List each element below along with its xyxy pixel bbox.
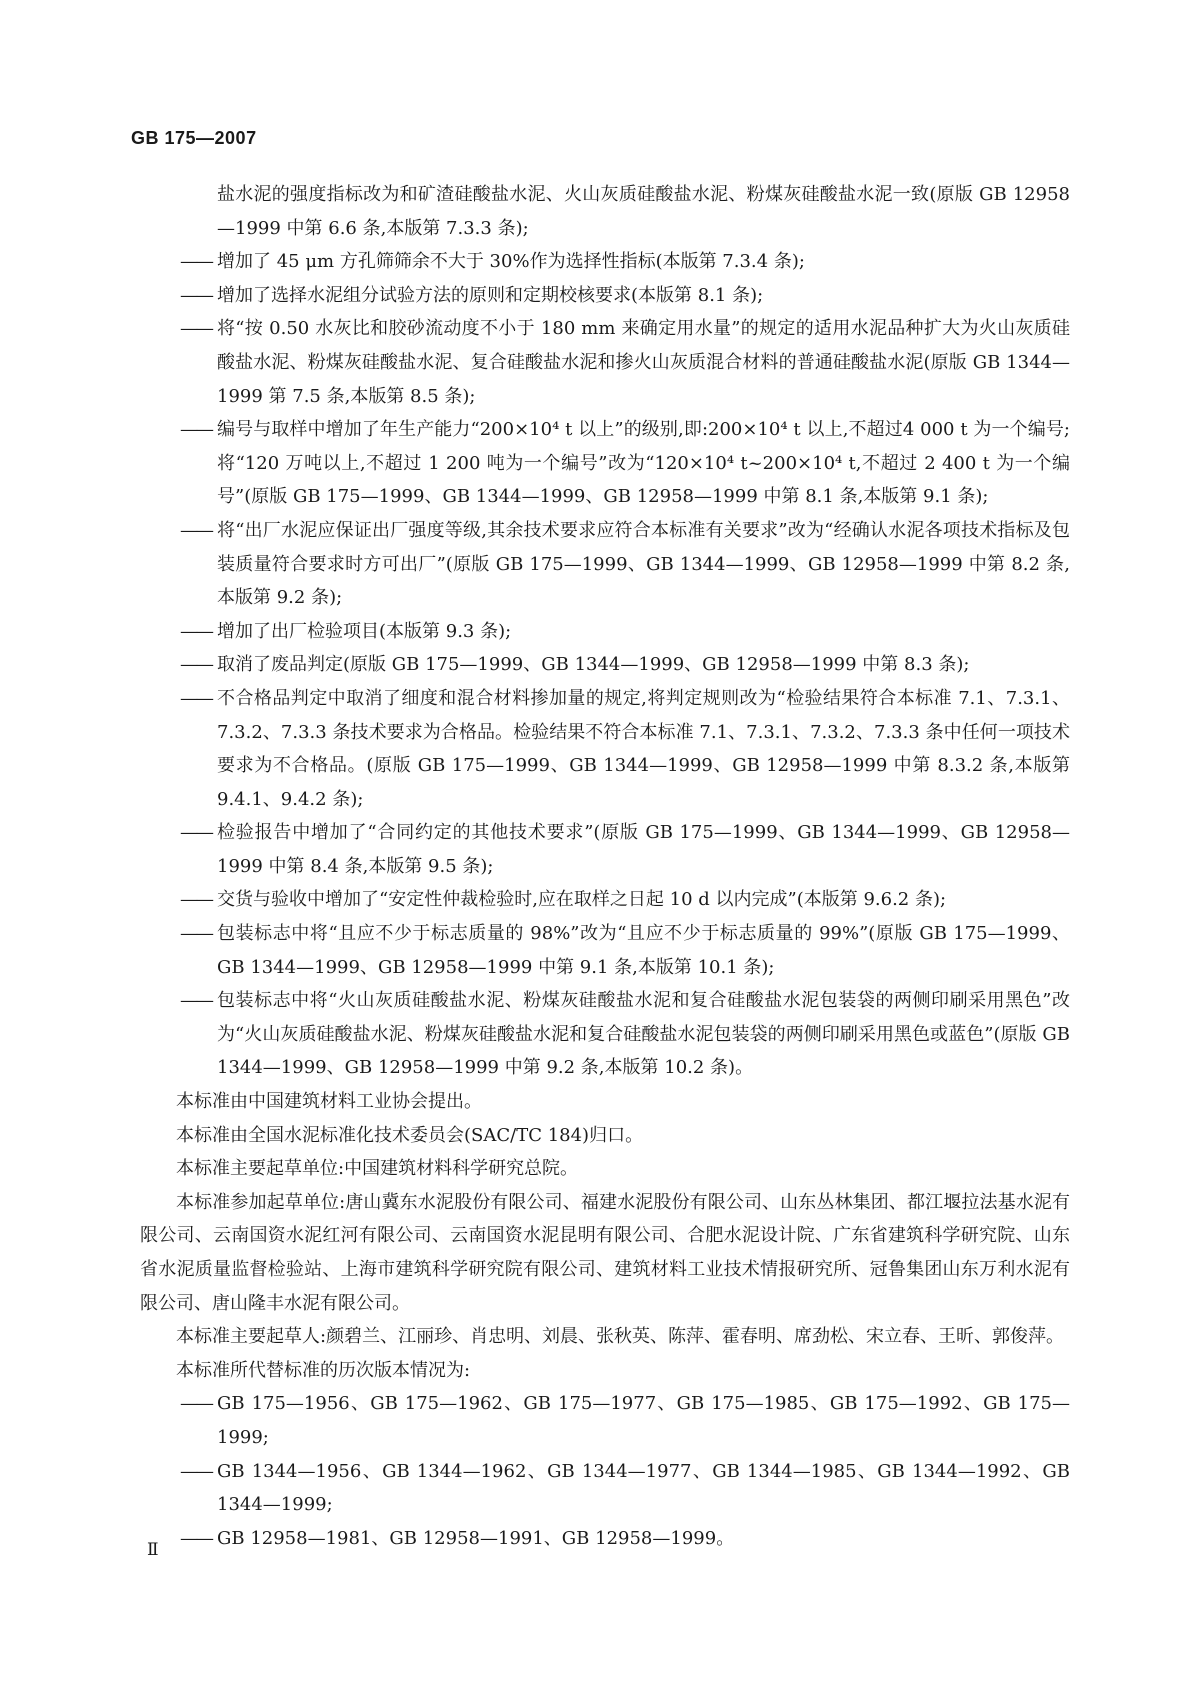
dash-marker: ——	[180, 1460, 212, 1482]
list-item	[140, 413, 1070, 514]
list-item-text: 检验报告中增加了“合同约定的其他技术要求”(原版 GB 175—1999、GB 1344—1999、GB 12958—1999 中第 8.4 条,本版第 9.5 条);	[217, 822, 1070, 877]
list-item	[140, 312, 1070, 413]
dash-marker: ——	[180, 990, 212, 1012]
list-item-text: 编号与取样中增加了年生产能力“200×10⁴ t 以上”的级别,即:200×10⁴ t 以上,不超过4 000 t 为一个编号;将“120 万吨以上,不超过 1 200 吨为一个编号”改为“120×10⁴ t~200×10⁴ t,不超过 2 400 t 为一个编号”(原版 GB 175—1999、GB 1344—1999、GB 12958—1999 中第 8.1 条,本版第 9.1 条);	[217, 419, 1070, 508]
list-item	[140, 984, 1070, 1085]
paragraph: 本标准由中国建筑材料工业协会提出。	[176, 1091, 482, 1113]
dash-marker: ——	[180, 284, 212, 306]
list-item	[140, 917, 1070, 984]
list-item	[140, 514, 1070, 615]
dash-marker: ——	[180, 889, 212, 911]
list-item-text: 取消了废品判定(原版 GB 175—1999、GB 1344—1999、GB 12958—1999 中第 8.3 条);	[217, 654, 970, 676]
list-item-text: 将“出厂水泥应保证出厂强度等级,其余技术要求应符合本标准有关要求”改为“经确认水泥各项技术指标及包装质量符合要求时方可出厂”(原版 GB 175—1999、GB 1344—1999、GB 12958—1999 中第 8.2 条,本版第 9.2 条);	[217, 519, 1070, 609]
dash-marker: ——	[180, 822, 212, 844]
paragraph: 本标准由全国水泥标准化技术委员会(SAC/TC 184)归口。	[176, 1124, 644, 1146]
list-item	[140, 682, 1070, 816]
history-item	[140, 1387, 1070, 1454]
list-item-text: 交货与验收中增加了“安定性仲裁检验时,应在取样之日起 10 d 以内完成”(本版第 9.6.2 条);	[217, 889, 947, 911]
dash-marker: ——	[180, 687, 212, 709]
page-number: Ⅱ	[147, 1540, 159, 1560]
paragraph: 本标准参加起草单位:唐山冀东水泥股份有限公司、福建水泥股份有限公司、山东丛林集团、都江堰拉法基水泥有限公司、云南国资水泥红河有限公司、云南国资水泥昆明有限公司、合肥水泥设计院、广东省建筑科学研究院、山东省水泥质量监督检验站、上海市建筑科学研究院有限公司、建筑材料工业技术情报研究所、冠鲁集团山东万利水泥有限公司、唐山隆丰水泥有限公司。	[140, 1191, 1070, 1314]
list-item-text: 增加了选择水泥组分试验方法的原则和定期校核要求(本版第 8.1 条);	[217, 284, 764, 306]
list-item	[140, 816, 1070, 883]
dash-marker: ——	[180, 654, 212, 676]
history-item-text: GB 1344—1956、GB 1344—1962、GB 1344—1977、GB 1344—1985、GB 1344—1992、GB 1344—1999;	[217, 1460, 1070, 1516]
document-body	[140, 178, 1070, 1555]
list-item-text: 增加了出厂检验项目(本版第 9.3 条);	[217, 620, 512, 642]
dash-marker: ——	[180, 419, 212, 441]
history-item	[140, 1522, 1070, 1556]
dash-marker: ——	[180, 923, 212, 945]
dash-marker: ——	[180, 519, 212, 541]
continuation-line: 盐水泥的强度指标改为和矿渣硅酸盐水泥、火山灰质硅酸盐水泥、粉煤灰硅酸盐水泥一致(原版 GB 12958—1999 中第 6.6 条,本版第 7.3.3 条);	[217, 184, 1070, 239]
dash-marker: ——	[180, 1527, 212, 1549]
dash-marker: ——	[180, 1393, 212, 1415]
list-item	[140, 648, 1070, 682]
standard-code-header: GB 175—2007	[131, 128, 257, 148]
list-item	[140, 883, 1070, 917]
list-item	[140, 245, 1070, 279]
list-item-text: 将“按 0.50 水灰比和胶砂流动度不小于 180 mm 来确定用水量”的规定的适用水泥品种扩大为火山灰质硅酸盐水泥、粉煤灰硅酸盐水泥、复合硅酸盐水泥和掺火山灰质混合材料的普通硅酸盐水泥(原版 GB 1344—1999 第 7.5 条,本版第 8.5 条);	[217, 318, 1070, 407]
list-item-text: 包装标志中将“且应不少于标志质量的 98%”改为“且应不少于标志质量的 99%”(原版 GB 175—1999、GB 1344—1999、GB 12958—1999 中第 9.1 条,本版第 10.1 条);	[217, 923, 1070, 978]
list-item	[140, 615, 1070, 649]
list-item-text: 不合格品判定中取消了细度和混合材料掺加量的规定,将判定规则改为“检验结果符合本标准 7.1、7.3.1、7.3.2、7.3.3 条技术要求为合格品。检验结果不符合本标准 7.1、7.3.1、7.3.2、7.3.3 条中任何一项技术要求为不合格品。(原版 GB 175—1999、GB 1344—1999、GB 12958—1999 中第 8.3.2 条,本版第 9.4.1、9.4.2 条);	[217, 687, 1070, 810]
list-item	[140, 279, 1070, 313]
paragraph: 本标准主要起草人:颜碧兰、江丽珍、肖忠明、刘晨、张秋英、陈萍、霍春明、席劲松、宋立春、王昕、郭俊萍。	[176, 1326, 1065, 1348]
paragraph: 本标准主要起草单位:中国建筑材料科学研究总院。	[176, 1158, 579, 1180]
history-item-text: GB 175—1956、GB 175—1962、GB 175—1977、GB 175—1985、GB 175—1992、GB 175—1999;	[217, 1393, 1070, 1448]
list-item-text: 包装标志中将“火山灰质硅酸盐水泥、粉煤灰硅酸盐水泥和复合硅酸盐水泥包装袋的两侧印刷采用黑色”改为“火山灰质硅酸盐水泥、粉煤灰硅酸盐水泥和复合硅酸盐水泥包装袋的两侧印刷采用黑色或蓝色”(原版 GB 1344—1999、GB 12958—1999 中第 9.2 条,本版第 10.2 条)。	[217, 990, 1070, 1079]
list-item-text: 增加了 45 μm 方孔筛筛余不大于 30%作为选择性指标(本版第 7.3.4 条);	[217, 251, 805, 273]
dash-marker: ——	[180, 251, 212, 273]
history-item-text: GB 12958—1981、GB 12958—1991、GB 12958—1999。	[217, 1527, 735, 1549]
dash-marker: ——	[180, 620, 212, 642]
paragraph: 本标准所代替标准的历次版本情况为:	[176, 1359, 471, 1381]
dash-marker: ——	[180, 318, 212, 340]
history-item	[140, 1455, 1070, 1522]
